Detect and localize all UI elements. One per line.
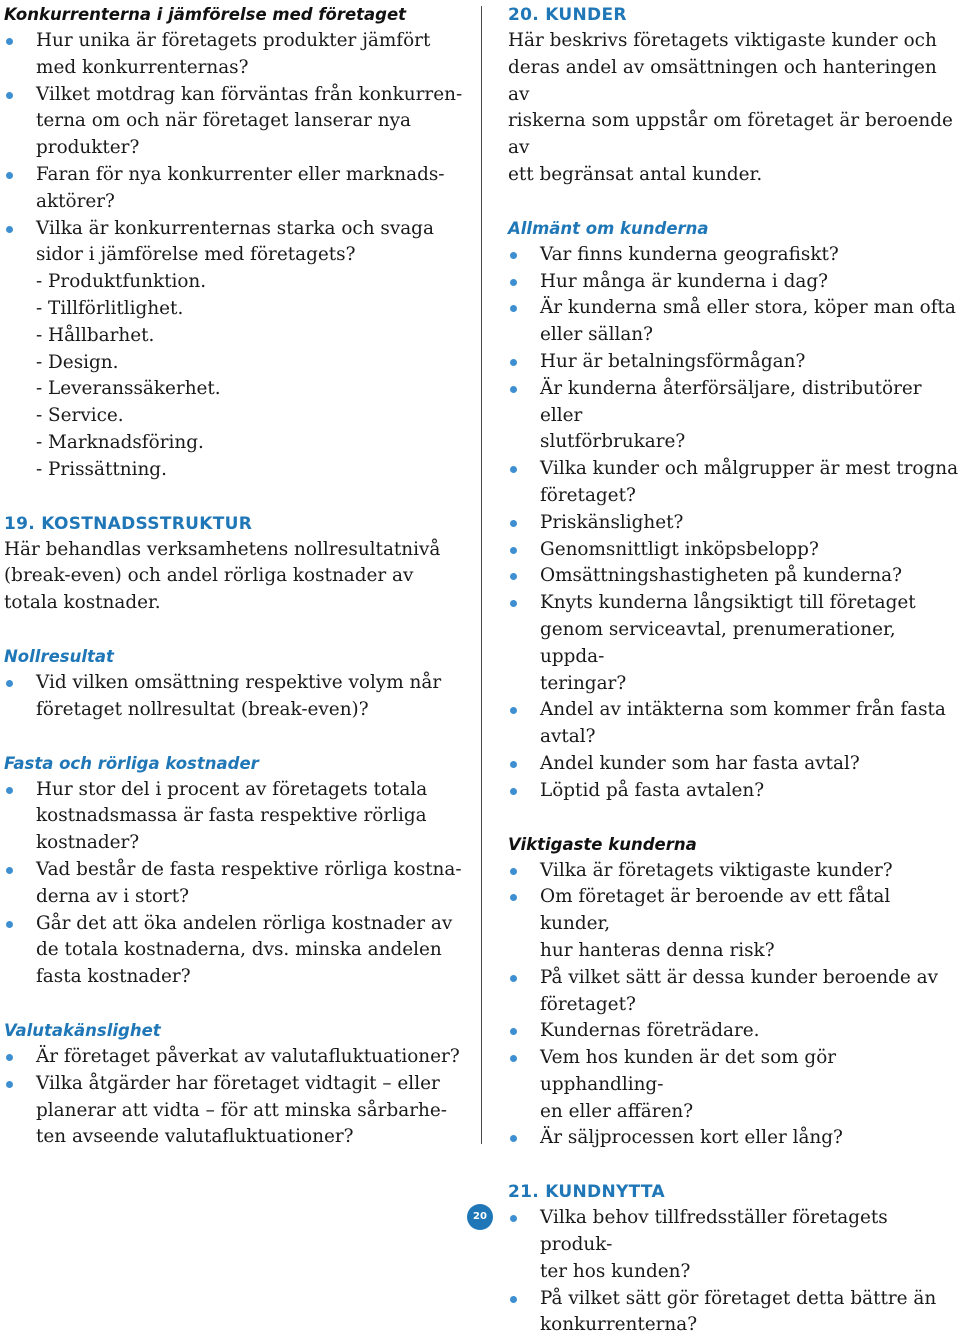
- bullet-icon: [510, 600, 517, 607]
- list-item-text: Hur stor del i procent av företagets totala: [36, 778, 428, 800]
- viktigaste-list: [508, 858, 960, 1153]
- list-item: [4, 857, 466, 911]
- bullet-icon: [510, 1028, 517, 1035]
- list-item: [508, 778, 960, 805]
- bullet-icon: [510, 975, 517, 982]
- list-item-text: kostnader?: [36, 832, 140, 854]
- list-item: [4, 1071, 466, 1151]
- bullet-icon: [6, 172, 13, 179]
- list-item-text: Vid vilken omsättning respektive volym når: [36, 671, 442, 693]
- list-item-text: Andel av intäkterna som kommer från fasta: [540, 699, 946, 721]
- list-item-text: Vilka behov tillfredsställer företagets produk-: [540, 1207, 888, 1256]
- dash-item: - Tillförlitlighet.: [36, 297, 184, 319]
- bullet-icon: [6, 1081, 13, 1088]
- paragraph-line: (break-even) och andel rörliga kostnader av: [4, 565, 414, 587]
- list-item-text: kostnadsmassa är fasta respektive rörliga: [36, 805, 427, 827]
- list-item-text: sidor i jämförelse med företagets?: [36, 244, 356, 266]
- list-item: [508, 1205, 960, 1285]
- list-item: [4, 911, 466, 991]
- list-item: [508, 510, 960, 537]
- allmant-list: [508, 242, 960, 805]
- list-item-text: terna om och när företaget lanserar nya: [36, 110, 411, 132]
- bullet-icon: [510, 894, 517, 901]
- list-item-text: eller sällan?: [540, 324, 654, 346]
- list-item: [508, 295, 960, 349]
- list-item: [508, 697, 960, 751]
- list-item: [4, 777, 466, 857]
- list-item-text: Knyts kunderna långsiktigt till företaget: [540, 592, 916, 614]
- list-item-text: Vad består de fasta respektive rörliga kostna-: [36, 858, 462, 880]
- list-item-text: de totala kostnaderna, dvs. minska andelen: [36, 939, 442, 961]
- paragraph-line: riskerna som uppstår om företaget är beroende av: [508, 110, 953, 159]
- list-item-text: Är kunderna små eller stora, köper man ofta: [540, 297, 956, 319]
- bullet-icon: [510, 1215, 517, 1222]
- fasta-rorliga-list: [4, 777, 466, 991]
- list-item: [508, 1125, 960, 1152]
- list-item-text: Var finns kunderna geografiskt?: [540, 243, 839, 265]
- list-item-text: Om företaget är beroende av ett fåtal kunder,: [540, 886, 891, 935]
- paragraph-line: Här behandlas verksamhetens nollresultatnivå: [4, 538, 441, 560]
- konkurrenterna-list: [4, 28, 466, 269]
- list-item-text: slutförbrukare?: [540, 431, 686, 453]
- list-item-text: företaget?: [540, 993, 636, 1015]
- bullet-icon: [6, 787, 13, 794]
- konkurrenterna-dash-list: [4, 269, 466, 483]
- list-item-text: På vilket sätt gör företaget detta bättre än: [540, 1287, 937, 1309]
- dash-item: - Hållbarhet.: [36, 324, 155, 346]
- list-item: [508, 269, 960, 296]
- list-item: [508, 537, 960, 564]
- list-item: [508, 751, 960, 778]
- bullet-icon: [510, 305, 517, 312]
- list-item: [4, 1044, 466, 1071]
- list-item: [508, 858, 960, 885]
- list-item-text: Är företaget påverkat av valutafluktuationer?: [36, 1045, 460, 1067]
- list-item-text: Omsättningshastigheten på kunderna?: [540, 565, 902, 587]
- list-item: [508, 965, 960, 1019]
- list-item: [4, 28, 466, 82]
- list-item-text: Vilka åtgärder har företaget vidtagit – eller: [36, 1072, 440, 1094]
- section-19-heading: 19. KOSTNADSSTRUKTUR: [4, 513, 253, 534]
- list-item-text: Hur unika är företagets produkter jämfört: [36, 30, 431, 51]
- heading-allmant-om-kunderna: Allmänt om kunderna: [508, 218, 709, 238]
- paragraph-line: deras andel av omsättningen och hanteringen av: [508, 56, 937, 105]
- bullet-icon: [510, 573, 517, 580]
- list-item-text: Vilka kunder och målgrupper är mest trogna: [540, 458, 959, 480]
- list-item-text: Priskänslighet?: [540, 511, 684, 533]
- heading-valutakanslighet: Valutakänslighet: [4, 1020, 161, 1040]
- list-item-text: ten avseende valutafluktuationer?: [36, 1126, 354, 1148]
- dash-item: - Design.: [36, 351, 119, 373]
- bullet-icon: [510, 466, 517, 473]
- valutakanslighet-list: [4, 1044, 466, 1151]
- section-19-intro: [4, 537, 466, 617]
- dash-item: - Leveranssäkerhet.: [36, 378, 221, 400]
- bullet-icon: [6, 867, 13, 874]
- list-item-text: planerar att vidta – för att minska sårbarhe-: [36, 1099, 447, 1121]
- bullet-icon: [6, 921, 13, 928]
- dash-item: - Produktfunktion.: [36, 271, 207, 293]
- bullet-icon: [510, 520, 517, 527]
- list-item-text: en eller affären?: [540, 1100, 694, 1122]
- list-item: [4, 670, 466, 724]
- list-item: [508, 1045, 960, 1125]
- bullet-icon: [510, 1296, 517, 1303]
- list-item-text: Är kunderna återförsäljare, distributörer eller: [540, 377, 922, 426]
- heading-konkurrenterna: Konkurrenterna i jämförelse med företaget: [4, 5, 407, 24]
- bullet-icon: [510, 279, 517, 286]
- bullet-icon: [6, 680, 13, 687]
- right-column: [508, 2, 960, 1339]
- bullet-icon: [6, 226, 13, 233]
- dash-item: - Prissättning.: [36, 458, 167, 480]
- bullet-icon: [510, 1055, 517, 1062]
- list-item: [508, 376, 960, 456]
- list-item: [4, 162, 466, 216]
- list-item: [508, 590, 960, 697]
- heading-fasta-rorliga: Fasta och rörliga kostnader: [4, 753, 259, 773]
- dash-item: - Service.: [36, 405, 124, 427]
- list-item: [4, 216, 466, 270]
- bullet-icon: [6, 92, 13, 99]
- list-item-text: Kundernas företrädare.: [540, 1020, 760, 1042]
- list-item: [508, 884, 960, 964]
- list-item: [508, 1018, 960, 1045]
- bullet-icon: [6, 38, 13, 45]
- list-item-text: Vem hos kunden är det som gör upphandling-: [540, 1047, 837, 1095]
- bullet-icon: [510, 868, 517, 875]
- bullet-icon: [510, 788, 517, 795]
- paragraph-line: totala kostnader.: [4, 592, 161, 614]
- list-item-text: aktörer?: [36, 190, 115, 212]
- list-item-text: Vilka är konkurrenternas starka och svaga: [36, 217, 434, 239]
- list-item: [4, 82, 466, 162]
- list-item-text: produkter?: [36, 137, 140, 159]
- list-item-text: fasta kostnader?: [36, 966, 191, 988]
- bullet-icon: [510, 386, 517, 393]
- list-item-text: Hur många är kunderna i dag?: [540, 270, 828, 292]
- section-20-intro: [508, 28, 960, 189]
- page-number-badge: 20: [467, 1204, 493, 1230]
- section-20-heading: 20. KUNDER: [508, 5, 627, 25]
- list-item-text: Hur är betalningsförmågan?: [540, 350, 806, 372]
- bullet-icon: [510, 252, 517, 259]
- list-item: [508, 242, 960, 269]
- bullet-icon: [510, 547, 517, 554]
- list-item-text: företaget nollresultat (break-even)?: [36, 698, 369, 720]
- list-item-text: Faran för nya konkurrenter eller marknads-: [36, 163, 445, 185]
- list-item-text: med konkurrenternas?: [36, 56, 249, 78]
- list-item-text: Går det att öka andelen rörliga kostnader av: [36, 912, 453, 934]
- list-item-text: Är säljprocessen kort eller lång?: [540, 1127, 843, 1149]
- column-divider: [481, 6, 482, 1144]
- bullet-icon: [510, 359, 517, 366]
- left-column: [4, 2, 466, 1151]
- nollresultat-list: [4, 670, 466, 724]
- bullet-icon: [510, 707, 517, 714]
- list-item-text: avtal?: [540, 726, 596, 748]
- list-item-text: På vilket sätt är dessa kunder beroende av: [540, 966, 938, 988]
- bullet-icon: [510, 1135, 517, 1142]
- list-item-text: Genomsnittligt inköpsbelopp?: [540, 538, 819, 560]
- list-item: [508, 456, 960, 510]
- list-item-text: Vilka är företagets viktigaste kunder?: [540, 859, 893, 881]
- list-item-text: Andel kunder som har fasta avtal?: [540, 752, 860, 774]
- section-21-heading: 21. KUNDNYTTA: [508, 1182, 665, 1203]
- dash-item: - Marknadsföring.: [36, 431, 204, 453]
- heading-nollresultat: Nollresultat: [4, 646, 114, 666]
- list-item-text: Vilket motdrag kan förväntas från konkurren-: [36, 83, 463, 105]
- list-item-text: Löptid på fasta avtalen?: [540, 779, 765, 801]
- list-item-text: företaget?: [540, 484, 636, 506]
- list-item-text: genom serviceavtal, prenumerationer, uppda-: [540, 618, 896, 667]
- paragraph-line: ett begränsat antal kunder.: [508, 163, 763, 185]
- kundnytta-list: [508, 1205, 960, 1339]
- list-item-text: derna av i stort?: [36, 885, 189, 907]
- list-item: [508, 1286, 960, 1339]
- list-item-text: konkurrenterna?: [540, 1314, 698, 1336]
- bullet-icon: [6, 1054, 13, 1061]
- list-item-text: ter hos kunden?: [540, 1260, 691, 1282]
- list-item-text: teringar?: [540, 672, 627, 694]
- heading-viktigaste-kunderna: Viktigaste kunderna: [508, 834, 697, 854]
- list-item: [508, 563, 960, 590]
- list-item-text: hur hanteras denna risk?: [540, 939, 775, 961]
- bullet-icon: [510, 761, 517, 768]
- list-item: [508, 349, 960, 376]
- paragraph-line: Här beskrivs företagets viktigaste kunder och: [508, 30, 937, 51]
